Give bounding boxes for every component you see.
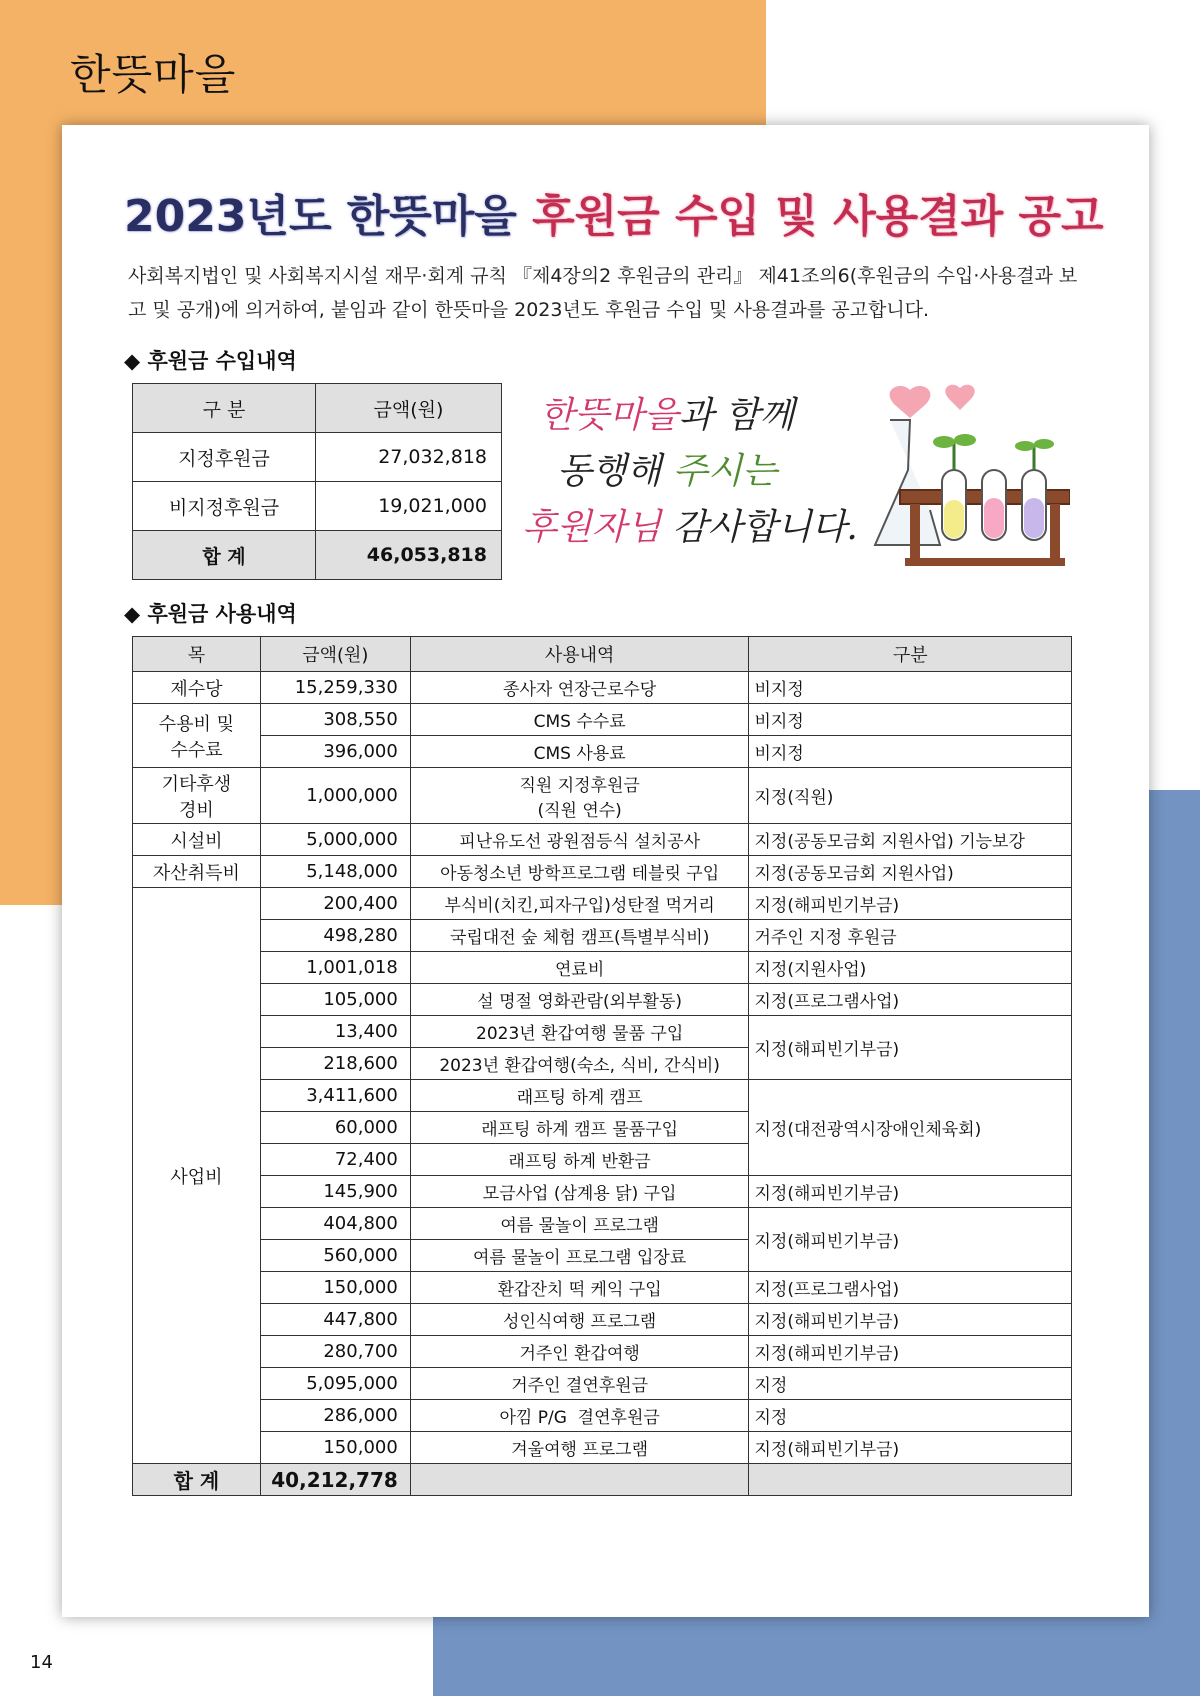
flask-illustration [870, 380, 1070, 570]
usage-category-line: 경비 [179, 799, 214, 821]
usage-description-line: (직원 연수) [537, 800, 622, 821]
income-header-amount: 금액(원) [316, 384, 502, 433]
usage-description: 거주인 환갑여행 [410, 1336, 749, 1368]
usage-amount: 72,400 [260, 1144, 410, 1176]
income-total-label: 합 계 [133, 531, 316, 580]
income-heading: ◆ 후원금 수입내역 [124, 349, 297, 373]
usage-amount: 60,000 [260, 1112, 410, 1144]
usage-header-row [133, 637, 1072, 672]
usage-description: 아동청소년 방학프로그램 테블릿 구입 [410, 856, 749, 888]
table-row [133, 1304, 1072, 1336]
table-row [133, 1080, 1072, 1112]
usage-description: 연료비 [410, 952, 749, 984]
usage-division: 지정(해피빈기부금) [749, 888, 1072, 920]
usage-category-line: 수수료 [170, 739, 223, 761]
usage-amount: 498,280 [260, 920, 410, 952]
usage-description: 부식비(치킨,피자구입)성탄절 먹거리 [410, 888, 749, 920]
income-row-amount: 27,032,818 [316, 433, 502, 482]
usage-amount: 286,000 [260, 1400, 410, 1432]
usage-amount: 280,700 [260, 1336, 410, 1368]
table-row [133, 824, 1072, 856]
usage-description: 거주인 결연후원금 [410, 1368, 749, 1400]
usage-header-division: 구분 [749, 637, 1072, 672]
usage-amount: 1,000,000 [260, 768, 410, 824]
usage-amount: 560,000 [260, 1240, 410, 1272]
usage-amount: 218,600 [260, 1048, 410, 1080]
usage-amount: 15,259,330 [260, 672, 410, 704]
usage-division: 지정(직원) [749, 768, 1072, 824]
usage-amount: 396,000 [260, 736, 410, 768]
usage-amount: 105,000 [260, 984, 410, 1016]
usage-description: CMS 수수료 [410, 704, 749, 736]
table-row [133, 984, 1072, 1016]
thanks-line3b: 감사합니다. [661, 507, 858, 548]
usage-division: 지정(해피빈기부금) [749, 1016, 1072, 1080]
usage-amount: 1,001,018 [260, 952, 410, 984]
page-number: 14 [30, 1652, 53, 1673]
title-part-2: 후원금 수입 및 사용결과 공고 [532, 191, 1104, 242]
usage-total-label: 합 계 [133, 1464, 261, 1496]
usage-division: 지정(공동모금회 지원사업) 기능보강 [749, 824, 1072, 856]
usage-division: 지정(지원사업) [749, 952, 1072, 984]
usage-division: 지정(대전광역시장애인체육회) [749, 1080, 1072, 1176]
usage-amount: 150,000 [260, 1432, 410, 1464]
usage-division: 지정 [749, 1400, 1072, 1432]
usage-amount: 145,900 [260, 1176, 410, 1208]
usage-division: 지정(해피빈기부금) [749, 1336, 1072, 1368]
usage-category: 시설비 [133, 824, 261, 856]
usage-description: 환갑잔치 떡 케익 구입 [410, 1272, 749, 1304]
usage-description: 래프팅 하계 캠프 [410, 1080, 749, 1112]
income-header-row [133, 384, 502, 433]
table-row [133, 1176, 1072, 1208]
table-row [133, 704, 1072, 736]
usage-description: 여름 물놀이 프로그램 [410, 1208, 749, 1240]
usage-division: 비지정 [749, 704, 1072, 736]
usage-category: 제수당 [133, 672, 261, 704]
table-row [133, 856, 1072, 888]
usage-division: 지정(해피빈기부금) [749, 1304, 1072, 1336]
income-total-amount: 46,053,818 [316, 531, 502, 580]
income-row-label: 지정후원금 [133, 433, 316, 482]
usage-description-line: 직원 지정후원금 [519, 775, 640, 796]
table-row [133, 1432, 1072, 1464]
table-row [133, 888, 1072, 920]
table-row [133, 736, 1072, 768]
usage-header-item: 목 [133, 637, 261, 672]
usage-division: 지정(공동모금회 지원사업) [749, 856, 1072, 888]
usage-division: 지정 [749, 1368, 1072, 1400]
usage-description: 피난유도선 광원점등식 설치공사 [410, 824, 749, 856]
usage-division: 지정(프로그램사업) [749, 984, 1072, 1016]
usage-category [133, 768, 261, 824]
thanks-line1b: 과 함께 [678, 395, 795, 436]
table-row [133, 1336, 1072, 1368]
thanks-calligraphy [522, 388, 858, 556]
table-row [133, 1272, 1072, 1304]
usage-description: 아낌 P/G 결연후원금 [410, 1400, 749, 1432]
usage-division: 지정(해피빈기부금) [749, 1432, 1072, 1464]
usage-amount: 3,411,600 [260, 1080, 410, 1112]
usage-amount: 5,095,000 [260, 1368, 410, 1400]
usage-header-description: 사용내역 [410, 637, 749, 672]
table-row [133, 1016, 1072, 1048]
table-row [133, 768, 1072, 824]
usage-description: 모금사업 (삼계용 닭) 구입 [410, 1176, 749, 1208]
table-row [133, 920, 1072, 952]
usage-description: 국립대전 숲 체험 캠프(특별부식비) [410, 920, 749, 952]
usage-category: 사업비 [133, 888, 261, 1464]
usage-description: 여름 물놀이 프로그램 입장료 [410, 1240, 749, 1272]
income-table [132, 383, 502, 580]
thanks-line2a: 동행해 [556, 451, 673, 492]
income-row [133, 433, 502, 482]
income-header-category: 구 분 [133, 384, 316, 433]
intro-paragraph: 사회복지법인 및 사회복지시설 재무·회계 규칙 『제4장의2 후원금의 관리』 제41조의6(후원금의 수입·사용결과 보고 및 공개)에 의거하여, 붙임과 같이 한뜻마을 2023년도 후원금 수입 및 사용결과를 공고합니다. [128, 265, 1078, 321]
usage-amount: 13,400 [260, 1016, 410, 1048]
usage-amount: 5,000,000 [260, 824, 410, 856]
income-row-amount: 19,021,000 [316, 482, 502, 531]
usage-division: 거주인 지정 후원금 [749, 920, 1072, 952]
income-total-row [133, 531, 502, 580]
usage-description: 2023년 환갑여행 물품 구입 [410, 1016, 749, 1048]
usage-amount: 447,800 [260, 1304, 410, 1336]
usage-description: 종사자 연장근로수당 [410, 672, 749, 704]
income-row [133, 482, 502, 531]
title-part-1: 2023년도 한뜻마을 [124, 191, 533, 242]
usage-division: 지정(해피빈기부금) [749, 1176, 1072, 1208]
notice-card [62, 125, 1149, 1617]
thanks-line3a: 후원자님 [522, 507, 662, 548]
usage-description: 래프팅 하계 캠프 물품구입 [410, 1112, 749, 1144]
usage-amount: 404,800 [260, 1208, 410, 1240]
usage-category: 자산취득비 [133, 856, 261, 888]
usage-description: CMS 사용료 [410, 736, 749, 768]
usage-category-line: 수용비 및 [158, 713, 235, 735]
usage-total-amount: 40,212,778 [260, 1464, 410, 1496]
income-row-label: 비지정후원금 [133, 482, 316, 531]
usage-amount: 150,000 [260, 1272, 410, 1304]
table-row [133, 1368, 1072, 1400]
usage-category [133, 704, 261, 768]
usage-description: 설 명절 영화관람(외부활동) [410, 984, 749, 1016]
usage-division: 비지정 [749, 736, 1072, 768]
usage-description: 래프팅 하계 반환금 [410, 1144, 749, 1176]
usage-division: 지정(프로그램사업) [749, 1272, 1072, 1304]
usage-amount: 200,400 [260, 888, 410, 920]
usage-table [132, 636, 1072, 1496]
thanks-line1a: 한뜻마을 [539, 395, 679, 436]
usage-division: 비지정 [749, 672, 1072, 704]
document-title [124, 180, 1104, 244]
table-row [133, 1400, 1072, 1432]
usage-total-empty-cell [749, 1464, 1072, 1496]
usage-amount: 5,148,000 [260, 856, 410, 888]
usage-category-line: 기타후생 [161, 773, 232, 795]
usage-description [410, 768, 749, 824]
usage-total-row [133, 1464, 1072, 1496]
table-row [133, 672, 1072, 704]
usage-amount: 308,550 [260, 704, 410, 736]
section-name: 한뜻마을 [70, 50, 237, 99]
usage-description: 겨울여행 프로그램 [410, 1432, 749, 1464]
usage-description: 성인식여행 프로그램 [410, 1304, 749, 1336]
usage-description: 2023년 환갑여행(숙소, 식비, 간식비) [410, 1048, 749, 1080]
usage-division: 지정(해피빈기부금) [749, 1208, 1072, 1272]
table-row [133, 952, 1072, 984]
thanks-line2b: 주시는 [672, 451, 778, 492]
usage-header-amount: 금액(원) [260, 637, 410, 672]
usage-heading: ◆ 후원금 사용내역 [124, 602, 297, 626]
table-row [133, 1208, 1072, 1240]
usage-total-empty-cell [410, 1464, 749, 1496]
